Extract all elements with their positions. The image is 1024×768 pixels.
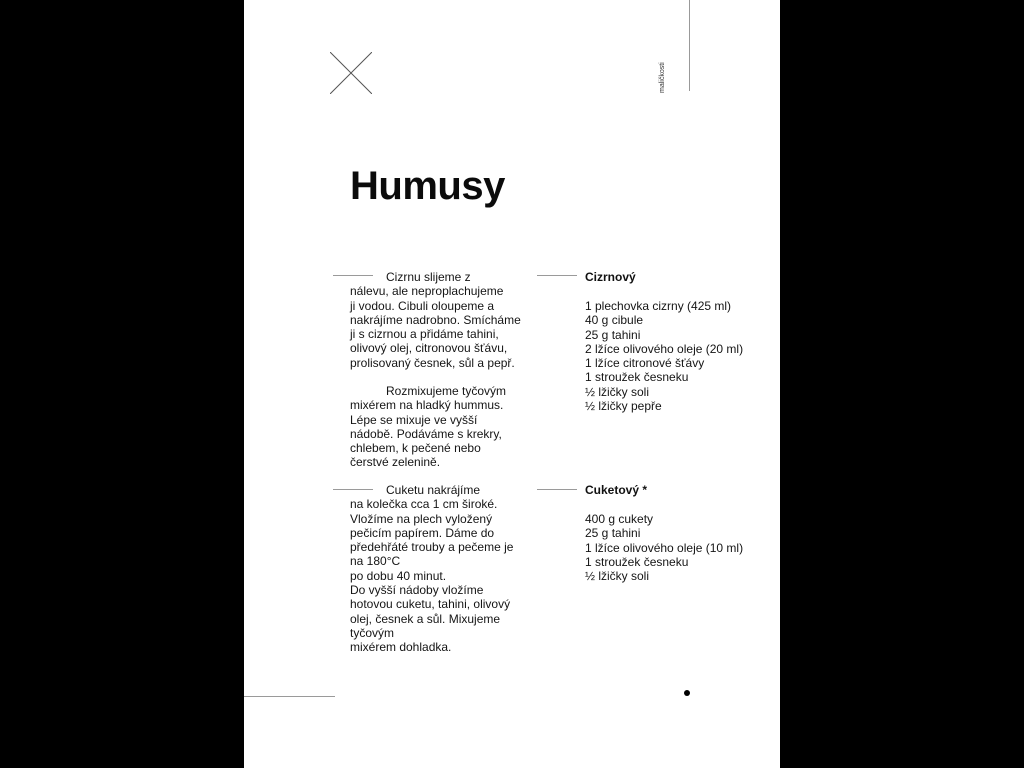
page-title: Humusy (350, 164, 505, 208)
method-line: mixérem dohladka. (350, 640, 452, 655)
method-line: mixérem na hladký hummus. (350, 398, 504, 413)
x-mark-icon (330, 52, 372, 94)
ingredient-item: 1 plechovka cizrny (425 ml) (585, 299, 732, 313)
method-line: tyčovým (350, 625, 395, 640)
method-line: olivový olej, citronovou šťávu, (350, 341, 508, 356)
ingredient-item: 2 lžíce olivového oleje (20 ml) (585, 341, 744, 356)
ingredient-item: 1 stroužek česneku (585, 554, 689, 569)
method-line: chlebem, k pečené nebo (350, 441, 481, 456)
ingredient-item: ½ lžičky soli (585, 569, 650, 584)
recipe-1-method-para-2 (350, 384, 540, 470)
method-line: Do vyšší nádoby vložíme (350, 583, 484, 598)
ingredient-item: 400 g cukety (585, 512, 654, 526)
method-line: pečicím papírem. Dáme do (350, 525, 495, 540)
method-line: na kolečka cca 1 cm široké. (350, 497, 498, 512)
recipe-1-name: Cizrnový (585, 270, 636, 284)
method-line: nálevu, ale neproplachujeme (350, 284, 504, 299)
ingredients-rule (537, 275, 577, 276)
method-line: olej, česnek a sůl. Mixujeme (350, 611, 501, 626)
method-line: ji vodou. Cibuli oloupeme a (350, 298, 495, 313)
ingredient-item: ½ lžičky pepře (585, 399, 662, 414)
method-line: Rozmixujeme tyčovým (386, 384, 507, 398)
method-line: ji s cizrnou a přidáme tahini, (350, 327, 499, 342)
ingredient-item: 1 lžíce citronové šťávy (585, 356, 705, 371)
ingredient-item: 25 g tahini (585, 526, 641, 541)
recipe-1-method-para-1 (350, 270, 540, 370)
method-line: předehřáté trouby a pečeme je (350, 540, 514, 555)
method-line: čerstvé zelenině. (350, 455, 441, 470)
method-line: Cizrnu slijeme z (386, 270, 471, 284)
recipe-2-ingredients (585, 512, 743, 583)
footer-rule (244, 696, 335, 697)
method-line: Lépe se mixuje ve vyšší (350, 412, 478, 427)
section-divider-line (689, 0, 690, 91)
ingredient-item: ½ lžičky soli (585, 384, 650, 399)
method-line: Cuketu nakrájíme (386, 483, 481, 497)
section-label: maličkosti (659, 62, 666, 93)
method-line: po dobu 40 minut. (350, 568, 447, 583)
method-line: nádobě. Podáváme s krekry, (350, 426, 502, 441)
ingredients-rule (537, 489, 577, 490)
ingredient-item: 1 lžíce olivového oleje (10 ml) (585, 540, 744, 555)
recipe-2-name: Cuketový * (585, 483, 648, 497)
method-line: Vložíme na plech vyložený (350, 511, 493, 526)
bullet-icon (684, 690, 690, 696)
ingredient-item: 40 g cibule (585, 313, 644, 328)
book-page (244, 0, 780, 768)
ingredient-item: 1 stroužek česneku (585, 370, 689, 385)
ingredient-item: 25 g tahini (585, 327, 641, 342)
recipe-1-ingredients (585, 299, 743, 413)
recipe-2-method-para-1 (350, 483, 540, 655)
method-line: prolisovaný česnek, sůl a pepř. (350, 355, 515, 370)
method-line: na 180°C (350, 554, 401, 569)
method-line: nakrájíme nadrobno. Smícháme (350, 312, 521, 327)
method-line: hotovou cuketu, tahini, olivový (350, 597, 511, 612)
